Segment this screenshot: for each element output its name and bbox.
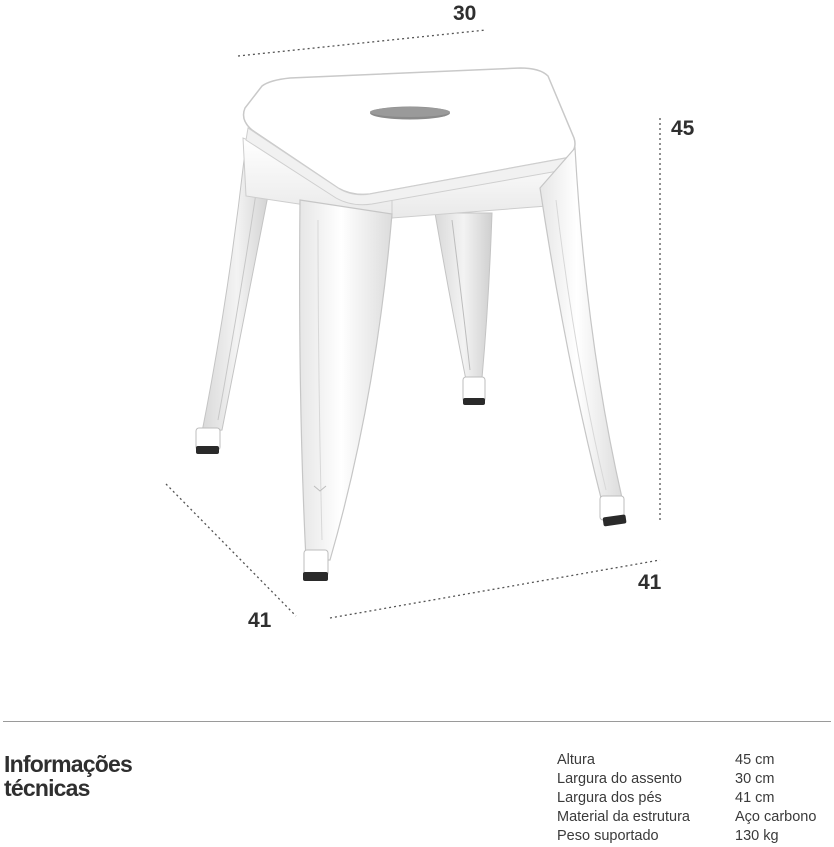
top-width-line <box>238 30 486 56</box>
specs-table <box>557 751 834 846</box>
spec-value: Aço carbono <box>735 809 817 825</box>
base-width-left-dimension-label: 41 <box>248 609 272 632</box>
spec-value: 45 cm <box>735 752 775 768</box>
section-divider <box>3 721 831 722</box>
seat-width-dimension-label: 30 <box>453 2 477 25</box>
left-base-line <box>166 484 296 616</box>
spec-label: Largura do assento <box>557 771 682 787</box>
spec-label: Peso suportado <box>557 828 659 844</box>
spec-row-height <box>557 751 834 770</box>
spec-label: Material da estrutura <box>557 809 690 825</box>
specs-heading-line2: técnicas <box>4 775 90 801</box>
spec-label: Largura dos pés <box>557 790 662 806</box>
right-base-line <box>330 560 660 618</box>
height-dimension-label: 45 <box>671 117 695 140</box>
spec-row-feet-width <box>557 789 834 808</box>
specs-heading-line1: Informações <box>4 751 132 777</box>
spec-row-weight <box>557 827 834 846</box>
spec-label: Altura <box>557 752 595 768</box>
spec-value: 30 cm <box>735 771 775 787</box>
base-width-right-dimension-label: 41 <box>638 571 662 594</box>
spec-value: 41 cm <box>735 790 775 806</box>
spec-row-material <box>557 808 834 827</box>
specs-heading <box>4 752 174 800</box>
spec-value: 130 kg <box>735 828 779 844</box>
spec-row-seat-width <box>557 770 834 789</box>
